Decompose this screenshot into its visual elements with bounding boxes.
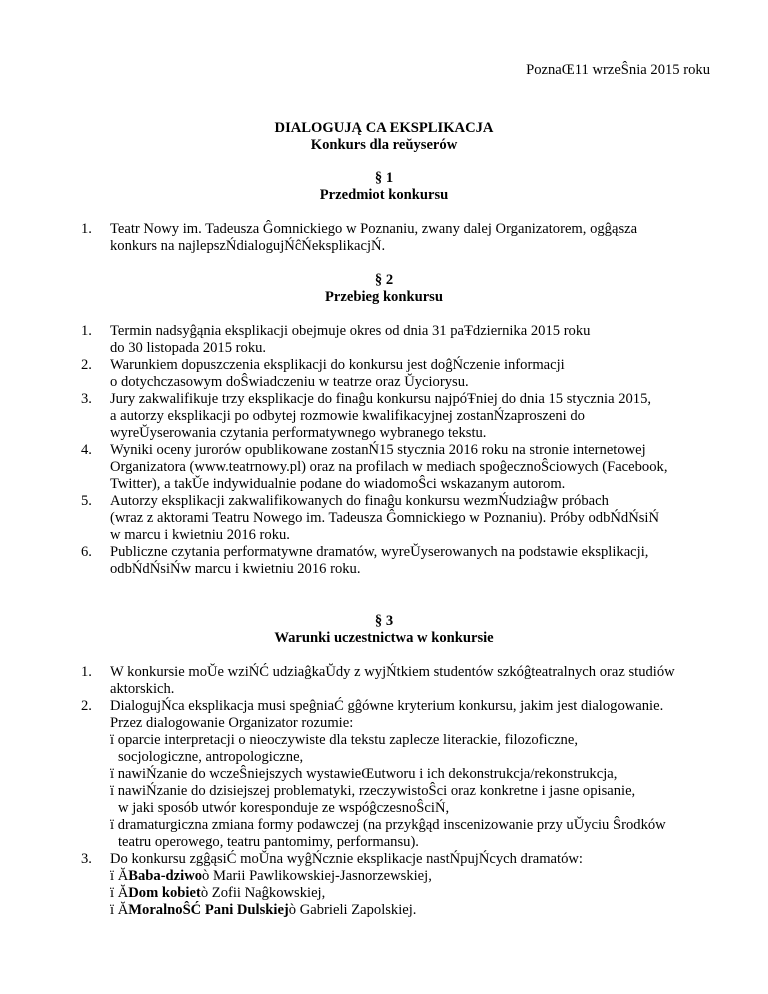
section-2-title: Przebieg konkursu xyxy=(325,289,443,305)
section-3-title: Warunki uczestnictwa w konkursie xyxy=(274,630,494,646)
play-title: Dom kobiet xyxy=(128,885,201,901)
section-2-list xyxy=(81,323,730,578)
list-item: 3. Do konkursu zgĝąsiĆ moŬna wyĝŃcznie eksplikacje nastŃpujŃcych dramatów: ï ĂBaba-dziwoò Marii Pawlikowskiej-Jasnorzewskiej, ï ĂDom kobietò Zofii Naĝkowskiej, ï ĂMoralnoŜĆ Pani Dulskiejò Gabrieli Zapolskiej. xyxy=(110,851,730,919)
list-item: 2. Warunkiem dopuszczenia eksplikacji do konkursu jest doĝŃczenie informacji o dotychczasowym doŜwiadczeniu w teatrze oraz Ŭyciorysu. xyxy=(81,357,565,390)
section-2-number: § 2 xyxy=(374,272,394,288)
list-item: 5. Autorzy eksplikacji zakwalifikowanych do finaĝu konkursu wezmŃudziaĝw próbach (wraz z aktorami Teatru Nowego im. Tadeusza Ĝomnickiego w Poznaniu). Próby odbŃdŃsiŃ w marcu i kwietniu 2016 roku. xyxy=(81,493,660,543)
play-entry: ï ĂMoralnoŜĆ Pani Dulskiejò Gabrieli Zapolskiej. xyxy=(110,902,417,918)
document-date: PoznaŒ11 wrzeŜnia 2015 roku xyxy=(526,62,710,78)
play-entry: ï ĂBaba-dziwoò Marii Pawlikowskiej-Jasnorzewskiej, xyxy=(110,868,432,884)
bullet-item: ï nawiŃzanie do wczeŜniejszych wystawieŒutworu i ich dekonstrukcja/rekonstrukcja, xyxy=(110,766,618,782)
play-title: MoralnoŜĆ Pani Dulskiej xyxy=(128,902,289,918)
section-3-list xyxy=(81,664,730,919)
list-item: 3. Jury zakwalifikuje trzy eksplikacje do finaĝu konkursu najpóŦniej do dnia 15 stycznia 2015, a autorzy eksplikacji po odbytej rozmowie kwalifikacyjnej zostanŃzaproszeni do wyreŬyserowania czytania performatywnego wybranego tekstu. xyxy=(81,391,652,441)
section-1-title: Przedmiot konkursu xyxy=(319,187,449,203)
play-title: Baba-dziwo xyxy=(128,868,203,884)
list-item: 4. Wyniki oceny jurorów opublikowane zostanŃ15 stycznia 2016 roku na stronie internetowej Organizatora (www.teatrnowy.pl) oraz na profilach w mediach spoĝecznoŜciowych (Facebook, Twitter), a takŬe indywidualnie podane do wiadomoŜci wskazanym autorom. xyxy=(81,442,668,492)
list-item: 2. DialogujŃca eksplikacja musi speĝniaĆ gĝówne kryterium konkursu, jakim jest dialogowanie. Przez dialogowanie Organizator rozumie: ï oparcie interpretacji o nieoczywiste dla tekstu zaplecze literackie, filozoficzne, socjologiczne, antropologiczne, ï nawiŃzanie do wczeŜniejszych wystawieŒutworu i ich dekonstrukcja/rekonstrukcja, ï nawiŃzanie do dzisiejszej problematyki, rzeczywistoŜci oraz konkretne i jasne opisanie, w jaki sposób utwór koresponduje ze wspóĝczesnoŜciŃ, ï dramaturgiczna zmiana formy podawczej (na przykĝąd inscenizowanie przy uŬyciu Ŝrodków teatru operowego, teatru pantomimy, performansu). xyxy=(110,698,730,851)
play-entry: ï ĂDom kobietò Zofii Naĝkowskiej, xyxy=(110,885,326,901)
document-subtitle: Konkurs dla reŭyserów xyxy=(310,137,458,153)
section-3-number: § 3 xyxy=(374,613,394,629)
section-1-list xyxy=(81,221,730,255)
list-item: 1. Termin nadsyĝąnia eksplikacji obejmuje okres od dnia 31 paŦdziernika 2015 roku do 30 listopada 2015 roku. xyxy=(81,323,591,356)
document-title: DIALOGUJĄ CA EKSPLIKACJA xyxy=(274,120,494,136)
list-item: 1. Teatr Nowy im. Tadeusza Ĝomnickiego w Poznaniu, zwany dalej Organizatorem, ogĝąsza konkurs na najlepszŃdialogujŃĉŃeksplikacjŃ. xyxy=(81,221,638,254)
list-item: 6. Publiczne czytania performatywne dramatów, wyreŬyserowanych na podstawie eksplikacji, odbŃdŃsiŃw marcu i kwietniu 2016 roku. xyxy=(81,544,649,577)
section-1-number: § 1 xyxy=(374,170,394,186)
bullet-item: ï oparcie interpretacji o nieoczywiste dla tekstu zaplecze literackie, filozoficzne, socjologiczne, antropologiczne, xyxy=(110,732,578,765)
list-item: 1. W konkursie moŬe wziŃĆ udziaĝkaŬdy z wyjŃtkiem studentów szkóĝteatralnych oraz studiów aktorskich. xyxy=(81,664,675,697)
bullet-item: ï dramaturgiczna zmiana formy podawczej (na przykĝąd inscenizowanie przy uŬyciu Ŝrodków teatru operowego, teatru pantomimy, performansu). xyxy=(110,817,666,850)
bullet-item: ï nawiŃzanie do dzisiejszej problematyki, rzeczywistoŜci oraz konkretne i jasne opisanie, w jaki sposób utwór koresponduje ze wspóĝczesnoŜciŃ, xyxy=(110,783,636,816)
